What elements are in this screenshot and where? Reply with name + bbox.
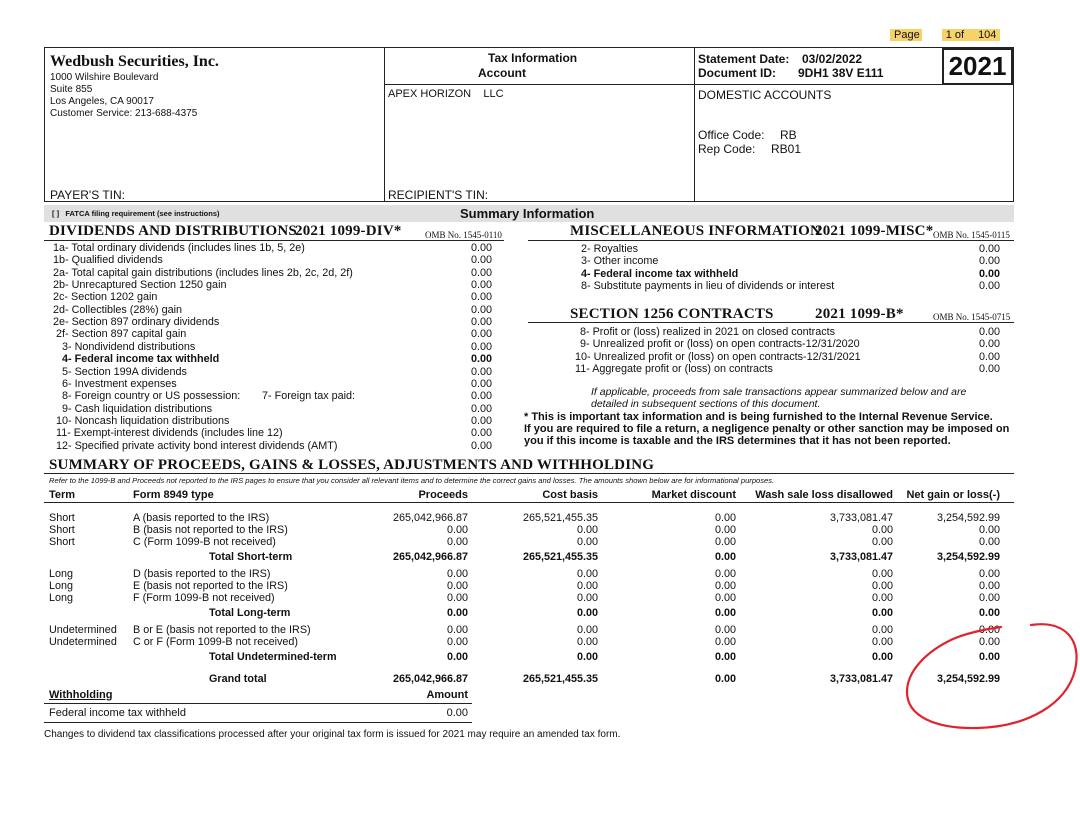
- recipient-tin-label: RECIPIENT'S TIN:: [388, 188, 489, 202]
- page-indicator: [890, 29, 1000, 41]
- page-label: Page: [890, 29, 922, 41]
- summary-cell: 0.00: [576, 568, 598, 580]
- summary-cell: 0.00: [871, 536, 893, 548]
- summary-cell: 0.00: [576, 536, 598, 548]
- div-row-value: 0.00: [470, 316, 492, 329]
- s1256-row-label: 8- Profit or (loss) realized in 2021 on closed contracts: [580, 326, 836, 338]
- div-row-value: 0.00: [470, 328, 492, 341]
- misc-omb: OMB No. 1545-0115: [933, 230, 1010, 240]
- s1256-form-number: 2021 1099-B*: [815, 306, 904, 322]
- summary-cell: 0.00: [446, 636, 468, 648]
- div-row-label: 4- Federal income tax withheld: [62, 353, 220, 366]
- summary-cell: 0.00: [871, 624, 893, 636]
- misc-row-label: 8- Substitute payments in lieu of dividends or interest: [581, 279, 835, 292]
- tax-year-box: 2021: [942, 48, 1013, 85]
- summary-cell: 0.00: [871, 580, 893, 592]
- div-row-value: 0.00: [470, 414, 492, 427]
- document-id-label: Document ID:: [698, 66, 776, 80]
- div-row-label: 1a- Total ordinary dividends (includes lines 1b, 5, 2e): [53, 242, 305, 254]
- summary-row-term: Short: [49, 536, 75, 548]
- div-row-label: 6- Investment expenses: [62, 377, 177, 390]
- s1256-row-value: 0.00: [978, 338, 1000, 351]
- s1256-row-value: 0.00: [978, 350, 1000, 363]
- summary-header-col-6: Net gain or loss(-): [906, 489, 1000, 501]
- div-row-value: 0.00: [470, 254, 492, 267]
- statement-date-label: Statement Date:: [698, 52, 790, 66]
- rep-code-value: RB01: [771, 142, 802, 156]
- div-omb: OMB No. 1545-0110: [425, 230, 502, 240]
- payer-tin-label: PAYER'S TIN:: [50, 188, 125, 202]
- div-row-extra-label: 7- Foreign tax paid:: [262, 390, 356, 403]
- summary-row-type: B (basis not reported to the IRS): [133, 524, 288, 536]
- s1256-row-label: 9- Unrealized profit or (loss) on open contracts-12/31/2020: [580, 338, 860, 351]
- annotation-stroke: [907, 624, 1077, 728]
- payer-name: Wedbush Securities, Inc.: [50, 53, 219, 70]
- div-row-label: 11- Exempt-interest dividends (includes line 12): [56, 427, 283, 440]
- s1256-row-label: 10- Unrealized profit or (loss) on open contracts-12/31/2021: [575, 350, 861, 363]
- summary-row-type: F (Form 1099-B not received): [133, 592, 275, 604]
- summary-cell: 0.00: [978, 592, 1000, 604]
- summary-cell: 0.00: [978, 580, 1000, 592]
- div-row-label: 8- Foreign country or US possession:: [62, 390, 241, 403]
- misc-row-value: 0.00: [978, 267, 1000, 280]
- summary-cell: 265,521,455.35: [522, 512, 598, 524]
- div-row-label: 2b- Unrecaptured Section 1250 gain: [53, 279, 227, 292]
- s1256-section-title: SECTION 1256 CONTRACTS: [570, 306, 774, 322]
- page-current: 1 of: [942, 29, 978, 41]
- summary-cell: 0.00: [446, 524, 468, 536]
- summary-cell: 0.00: [446, 580, 468, 592]
- div-row-value: 0.00: [470, 291, 492, 304]
- summary-cell: 0.00: [576, 524, 598, 536]
- summary-cell: 0.00: [978, 536, 1000, 548]
- misc-section-title: MISCELLANEOUS INFORMATION: [570, 223, 821, 239]
- summary-cell: 0.00: [871, 636, 893, 648]
- summary-row-type: A (basis reported to the IRS): [133, 512, 270, 524]
- s1256-note-1: If applicable, proceeds from sale transactions appear summarized below and are: [591, 386, 967, 398]
- summary-row-term: Short: [49, 512, 75, 524]
- payer-address-1: 1000 Wilshire Boulevard: [50, 72, 159, 83]
- recipient-name: APEX HORIZON LLC: [388, 88, 504, 100]
- div-row-value: 0.00: [470, 303, 492, 316]
- div-row-label: 2c- Section 1202 gain: [53, 291, 158, 304]
- div-row-value: 0.00: [470, 266, 492, 279]
- summary-row-term: Short: [49, 524, 75, 536]
- div-row-label: 3- Nondividend distributions: [62, 340, 196, 353]
- fed-withheld-value: 0.00: [446, 707, 468, 719]
- div-row-label: 2f- Section 897 capital gain: [56, 328, 187, 341]
- payer-customer-service: Customer Service: 213-688-4375: [50, 108, 198, 119]
- div-row-value: 0.00: [470, 390, 492, 403]
- summary-cell: 0.00: [714, 607, 736, 619]
- summary-cell: 0.00: [446, 536, 468, 548]
- statement-date-value: 03/02/2022: [802, 52, 863, 66]
- div-section-title: DIVIDENDS AND DISTRIBUTIONS: [49, 223, 297, 239]
- div-row-value: 0.00: [470, 427, 492, 440]
- summary-header-col-2: Proceeds: [418, 489, 468, 501]
- div-row-label: 10- Noncash liquidation distributions: [56, 414, 230, 427]
- summary-cell: 265,521,455.35: [522, 673, 598, 685]
- account-type: DOMESTIC ACCOUNTS: [698, 88, 832, 102]
- summary-row-term: Long: [49, 580, 74, 592]
- div-row-value: 0.00: [470, 365, 492, 378]
- summary-row-term: Long: [49, 592, 74, 604]
- summary-refer-note: Refer to the 1099-B and Proceeds not reported to the IRS pages to ensure that you consider all relevant items and to determine the correct gains and losses. The amounts shown below are for informational purposes.: [49, 476, 775, 485]
- summary-row-type: C (Form 1099-B not received): [133, 536, 276, 548]
- summary-cell: 0.00: [978, 568, 1000, 580]
- tax-info-title-1: Tax Information: [488, 51, 578, 65]
- misc-row-value: 0.00: [978, 255, 1000, 268]
- summary-cell: 0.00: [576, 580, 598, 592]
- summary-cell: 0.00: [871, 568, 893, 580]
- summary-cell: 0.00: [714, 512, 736, 524]
- div-row-value: 0.00: [470, 353, 492, 366]
- summary-cell: 265,042,966.87: [392, 512, 468, 524]
- summary-cell: 0.00: [576, 592, 598, 604]
- s1256-row-value: 0.00: [978, 362, 1000, 375]
- payer-address-3: Los Angeles, CA 90017: [50, 96, 154, 107]
- summary-header-col-1: Form 8949 type: [133, 489, 214, 501]
- summary-header-col-5: Wash sale loss disallowed: [755, 489, 893, 501]
- summary-row-type: E (basis not reported to the IRS): [133, 580, 288, 592]
- summary-cell: 0.00: [714, 580, 736, 592]
- summary-cell: 0.00: [714, 624, 736, 636]
- s1256-note-2: detailed in subsequent sections of this document.: [591, 398, 821, 410]
- div-row-label: 9- Cash liquidation distributions: [62, 402, 213, 415]
- div-row-label: 2a- Total capital gain distributions (includes lines 2b, 2c, 2d, 2f): [53, 266, 353, 279]
- summary-section-title: SUMMARY OF PROCEEDS, GAINS & LOSSES, ADJUSTMENTS AND WITHHOLDING: [49, 457, 655, 473]
- summary-cell: 3,254,592.99: [936, 673, 1000, 685]
- summary-row-type: C or F (Form 1099-B not received): [133, 636, 299, 648]
- summary-total-label: Total Undetermined-term: [209, 651, 337, 663]
- misc-row-label: 2- Royalties: [581, 243, 639, 255]
- div-row-value: 0.00: [470, 377, 492, 390]
- irs-warning-3: you if this income is taxable and the IRS determines that it has not been reported.: [524, 435, 951, 447]
- summary-cell: 0.00: [714, 536, 736, 548]
- summary-cell: 0.00: [446, 651, 468, 663]
- summary-cell: 0.00: [871, 592, 893, 604]
- summary-cell: 3,733,081.47: [829, 673, 893, 685]
- misc-row-label: 4- Federal income tax withheld: [581, 267, 739, 280]
- summary-cell: 0.00: [714, 551, 736, 563]
- payer-address-2: Suite 855: [50, 84, 93, 95]
- div-row-value: 0.00: [470, 402, 492, 415]
- red-circle-annotation: [895, 612, 1080, 742]
- summary-cell: 0.00: [576, 624, 598, 636]
- irs-warning-1: * This is important tax information and is being furnished to the Internal Revenue Service.: [524, 411, 993, 423]
- summary-cell: 265,521,455.35: [522, 551, 598, 563]
- div-row-value: 0.00: [470, 340, 492, 353]
- summary-cell: 0.00: [446, 624, 468, 636]
- summary-cell: 0.00: [576, 651, 598, 663]
- summary-cell: 265,042,966.87: [392, 551, 468, 563]
- summary-row-type: D (basis reported to the IRS): [133, 568, 271, 580]
- div-row-label: 2d- Collectibles (28%) gain: [53, 303, 183, 316]
- summary-cell: 3,254,592.99: [936, 551, 1000, 563]
- summary-cell: 0.00: [446, 592, 468, 604]
- s1256-row-value: 0.00: [978, 326, 1000, 338]
- summary-cell: 0.00: [871, 651, 893, 663]
- misc-row-value: 0.00: [978, 279, 1000, 292]
- summary-header-col-4: Market discount: [651, 489, 736, 501]
- document-id-value: 9DH1 38V E111: [798, 66, 884, 80]
- s1256-row-label: 11- Aggregate profit or (loss) on contracts: [575, 362, 773, 375]
- summary-header-col-0: Term: [49, 489, 76, 501]
- summary-cell: 0.00: [714, 568, 736, 580]
- summary-total-label: Total Short-term: [209, 551, 293, 563]
- office-code-value: RB: [780, 128, 797, 142]
- div-row-value: 0.00: [470, 439, 492, 452]
- div-row-label: 12- Specified private activity bond interest dividends (AMT): [56, 439, 338, 452]
- misc-form-number: 2021 1099-MISC*: [815, 223, 934, 239]
- summary-cell: 3,254,592.99: [936, 512, 1000, 524]
- summary-cell: 0.00: [714, 524, 736, 536]
- summary-cell: 0.00: [871, 524, 893, 536]
- fatca-requirement: [ ] FATCA filing requirement (see instructions): [52, 209, 220, 218]
- summary-cell: 0.00: [714, 673, 736, 685]
- summary-cell: 265,042,966.87: [392, 673, 468, 685]
- office-code-label: Office Code:: [698, 128, 765, 142]
- summary-header-col-3: Cost basis: [542, 489, 598, 501]
- irs-warning-2: If you are required to file a return, a negligence penalty or other sanction may be imposed on: [524, 423, 1010, 435]
- summary-cell: 0.00: [978, 636, 1000, 648]
- div-row-label: 5- Section 199A dividends: [62, 365, 187, 378]
- summary-cell: 0.00: [978, 607, 1000, 619]
- summary-row-term: Undetermined: [49, 624, 117, 636]
- summary-cell: 0.00: [978, 624, 1000, 636]
- summary-total-label: Grand total: [209, 673, 267, 685]
- tax-info-title-2: Account: [478, 66, 526, 80]
- summary-cell: 0.00: [714, 592, 736, 604]
- amount-header: Amount: [426, 689, 468, 701]
- div-row-label: 2e- Section 897 ordinary dividends: [53, 316, 220, 329]
- fed-withheld-label: Federal income tax withheld: [49, 707, 186, 719]
- summary-info-title: Summary Information: [460, 206, 595, 221]
- summary-row-term: Long: [49, 568, 74, 580]
- summary-total-label: Total Long-term: [209, 607, 291, 619]
- summary-cell: 0.00: [714, 636, 736, 648]
- summary-cell: 3,733,081.47: [829, 551, 893, 563]
- div-row-value: 0.00: [470, 242, 492, 254]
- summary-cell: 0.00: [978, 651, 1000, 663]
- summary-cell: 0.00: [446, 568, 468, 580]
- footer-note: Changes to dividend tax classifications processed after your original tax form is issued for 2021 may require an amended tax form.: [44, 729, 621, 740]
- div-row-label: 1b- Qualified dividends: [53, 254, 163, 267]
- div-row-value: 0.00: [470, 279, 492, 292]
- summary-row-term: Undetermined: [49, 636, 117, 648]
- summary-cell: 0.00: [576, 636, 598, 648]
- summary-cell: 0.00: [576, 607, 598, 619]
- s1256-omb: OMB No. 1545-0715: [933, 312, 1011, 322]
- summary-cell: 3,733,081.47: [829, 512, 893, 524]
- misc-row-label: 3- Other income: [581, 255, 659, 268]
- summary-cell: 0.00: [446, 607, 468, 619]
- summary-row-type: B or E (basis not reported to the IRS): [133, 624, 311, 636]
- withholding-label: Withholding: [49, 689, 113, 701]
- misc-row-value: 0.00: [978, 243, 1000, 255]
- rep-code-label: Rep Code:: [698, 142, 756, 156]
- summary-cell: 0.00: [714, 651, 736, 663]
- summary-cell: 0.00: [871, 607, 893, 619]
- summary-cell: 0.00: [978, 524, 1000, 536]
- page-total: 104: [978, 29, 1000, 41]
- div-form-number: 2021 1099-DIV*: [295, 223, 402, 239]
